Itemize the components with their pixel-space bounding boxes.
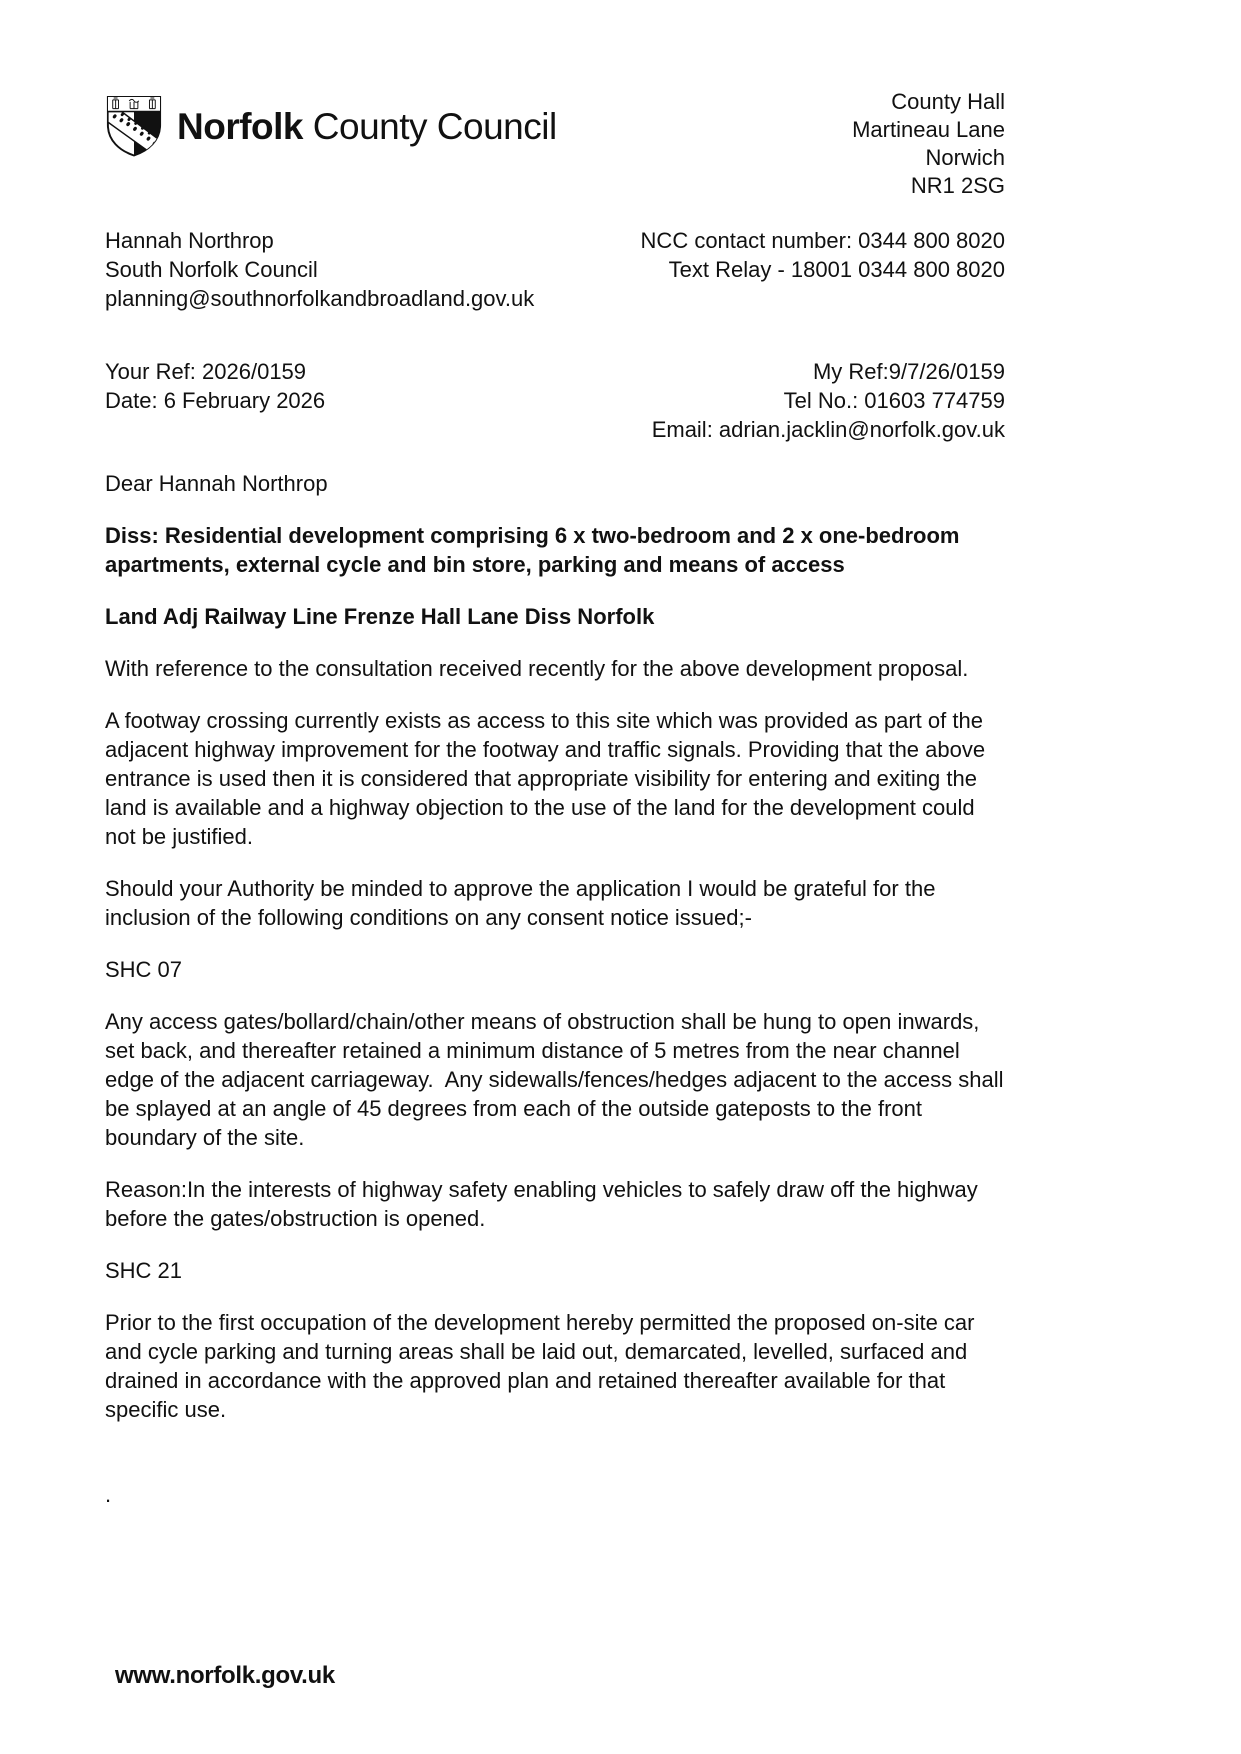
stray-period: .: [105, 1482, 112, 1507]
recipient-email: planning@southnorfolkandbroadland.gov.uk: [105, 286, 535, 311]
sender-address: [852, 88, 1005, 200]
body-paragraph: Any access gates/bollard/chain/other means of obstruction shall be hung to open inwards, set back, and thereafter retained a minimum distance of 5 metres from the near channel edge of the adjacent carriageway. Any sidewalls/fences/hedges adjacent to the access shall be splayed at an angle of 45 degrees from each of the outside gateposts to the front boundary of the site.: [105, 1009, 1010, 1150]
my-ref: My Ref:9/7/26/0159: [812, 359, 1005, 384]
norfolk-county-council-logo: [105, 94, 557, 158]
norfolk-crest-icon: [105, 94, 163, 158]
recipient-org: South Norfolk Council: [105, 257, 318, 282]
tel-no: Tel No.: 01603 774759: [783, 388, 1005, 413]
body-paragraph: With reference to the consultation received recently for the above development proposal.: [105, 656, 969, 681]
body-paragraph: Prior to the first occupation of the development hereby permitted the proposed on-site car and cycle parking and turning areas shall be laid out, demarcated, levelled, surfaced and drained in accordance with the approved plan and retained thereafter available for that specific use.: [105, 1310, 981, 1422]
ncc-contact-number: NCC contact number: 0344 800 8020: [640, 228, 1005, 253]
sender-address-line: County Hall: [891, 89, 1005, 114]
sender-address-line: Martineau Lane: [852, 117, 1005, 142]
logo-wordmark-bold: Norfolk: [177, 105, 303, 147]
letter-content: [105, 0, 1010, 1509]
sender-email: Email: adrian.jacklin@norfolk.gov.uk: [651, 417, 1005, 442]
recipient-block: [105, 226, 534, 313]
text-relay-number: Text Relay - 18001 0344 800 8020: [668, 257, 1005, 282]
logo-wordmark-rest: County Council: [303, 105, 557, 147]
contact-block: [641, 226, 1005, 313]
recipient-name: Hannah Northrop: [105, 228, 274, 253]
reason-paragraph: Reason:In the interests of highway safety enabling vehicles to safely draw off the highway before the gates/obstruction is opened.: [105, 1177, 984, 1231]
condition-code: SHC 07: [105, 957, 183, 982]
letter-date: Date: 6 February 2026: [105, 388, 326, 413]
footer-website-url: www.norfolk.gov.uk: [115, 1662, 335, 1689]
sender-address-line: Norwich: [925, 145, 1005, 170]
sender-address-line: NR1 2SG: [910, 173, 1005, 198]
salutation: Dear Hannah Northrop: [105, 471, 328, 496]
refs-left-block: [105, 357, 325, 444]
recipient-contact-row: [105, 226, 1005, 313]
site-address-heading: Land Adj Railway Line Frenze Hall Lane Diss Norfolk: [105, 604, 655, 629]
refs-right-block: [652, 357, 1005, 444]
subject-heading: Diss: Residential development comprising 6 x two-bedroom and 2 x one-bedroom apartments, external cycle and bin store, parking and means of access: [105, 523, 960, 577]
logo-wordmark: [177, 105, 557, 147]
condition-code: SHC 21: [105, 1258, 183, 1283]
references-row: [105, 357, 1005, 444]
letter-header: [105, 88, 1005, 200]
your-ref: Your Ref: 2026/0159: [105, 359, 307, 384]
body-paragraph: A footway crossing currently exists as access to this site which was provided as part of the adjacent highway improvement for the footway and traffic signals. Providing that the above entrance is used then it is considered that appropriate visibility for entering and exiting the land is available and a highway objection to the use of the land for the development could not be justified.: [105, 708, 992, 849]
body-paragraph: Should your Authority be minded to approve the application I would be grateful for the inclusion of the following conditions on any consent notice issued;-: [105, 876, 942, 930]
